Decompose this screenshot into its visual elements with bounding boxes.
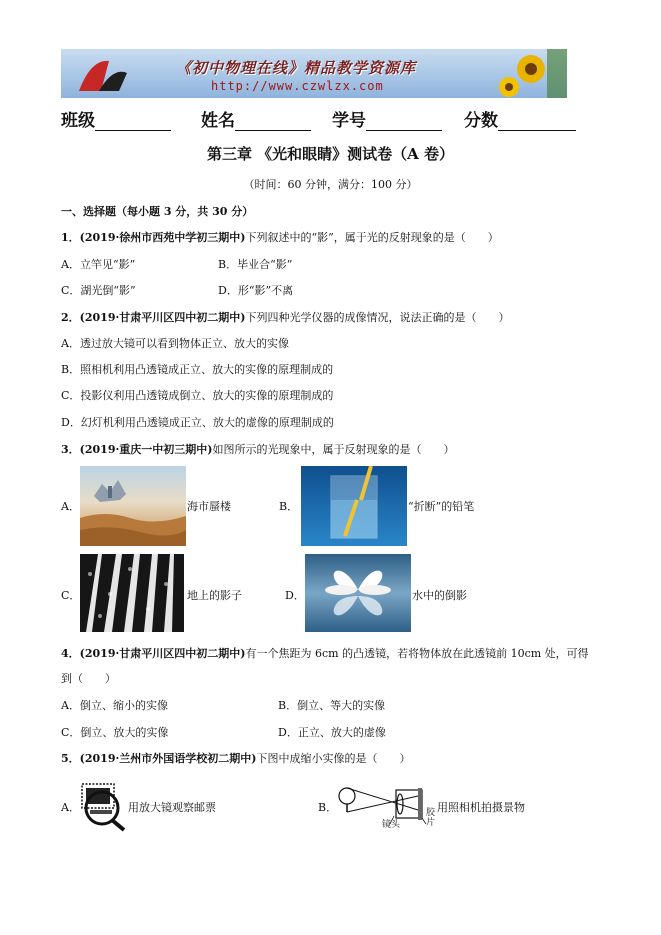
q5-option-b-caption: 用照相机拍摄景物: [437, 801, 525, 814]
q1-option-c: C．湖光倒“影”: [61, 284, 136, 297]
pencil-glass-image: [301, 466, 407, 546]
q1-option-a: A．立竿见“影”: [61, 258, 136, 271]
q3-option-d-letter: D．: [285, 589, 305, 602]
question-1-stem: 1．(2019·徐州市西苑中学初三期中)下列叙述中的“影”，属于光的反射现象的是（ ）: [61, 231, 499, 244]
question-3-stem: 3．(2019·重庆一中初三期中)如图所示的光现象中，属于反射现象的是（ ）: [61, 443, 455, 456]
q3-source: (2019·重庆一中初三期中): [79, 443, 213, 456]
shadows-image: [80, 554, 184, 632]
question-4-stem-cont: 到（ ）: [61, 672, 116, 685]
page-subtitle: （时间：60 分钟，满分：100 分）: [243, 178, 418, 191]
section-heading: 一、选择题（每小题 3 分，共 30 分）: [61, 205, 254, 218]
q1-source: (2019·徐州市西苑中学初三期中): [79, 231, 246, 244]
name-field: [201, 106, 311, 131]
question-4-stem: 4．(2019·甘肃平川区四中初二期中)有一个焦距为 6cm 的凸透镜，若将物体放在此透镜前 10cm 处，可得: [61, 647, 589, 660]
lens-label: 镜头: [382, 820, 401, 830]
q4-source: (2019·甘肃平川区四中初二期中): [79, 647, 246, 660]
id-label: 学号: [332, 111, 366, 131]
q3-option-c-letter: C．: [61, 589, 81, 602]
q3-option-d-caption: 水中的倒影: [412, 589, 467, 602]
q3-option-b-caption: “折断”的铅笔: [408, 500, 475, 513]
q5-option-a-letter: A．: [61, 801, 80, 814]
class-blank[interactable]: [95, 110, 171, 131]
name-blank[interactable]: [235, 110, 311, 131]
class-label: 班级: [61, 111, 95, 131]
q5-option-b-letter: B．: [318, 801, 338, 814]
q5-source: (2019·兰州市外国语学校初二期中): [79, 752, 257, 765]
q4-option-c: C．倒立、放大的实像: [61, 726, 169, 739]
film-label: 胶片: [426, 808, 436, 828]
q4-option-d: D．正立、放大的虚像: [278, 726, 386, 739]
page-title: 第三章 《光和眼睛》测试卷（A 卷）: [206, 145, 455, 163]
score-blank[interactable]: [498, 110, 576, 131]
question-2-stem: 2．(2019·甘肃平川区四中初二期中)下列四种光学仪器的成像情况，说法正确的是（ ）: [61, 311, 510, 324]
q3-option-a-letter: A．: [61, 500, 80, 513]
class-field: [61, 106, 171, 131]
name-label: 姓名: [201, 111, 235, 131]
banner-url: http://www.czwlzx.com: [211, 79, 384, 93]
q5-option-a-caption: 用放大镜观察邮票: [128, 801, 216, 814]
q2-source: (2019·甘肃平川区四中初二期中): [79, 311, 246, 324]
score-label: 分数: [464, 111, 498, 131]
q4-option-a: A．倒立、缩小的实像: [61, 699, 168, 712]
mirage-image: [80, 466, 186, 546]
question-5-stem: 5．(2019·兰州市外国语学校初二期中)下图中成缩小实像的是（ ）: [61, 752, 411, 765]
q2-option-d: D．幻灯机利用凸透镜成正立、放大的虚像的原理制成的: [61, 416, 334, 429]
q3-option-a-caption: 海市蜃楼: [187, 500, 231, 513]
q2-option-b: B．照相机利用凸透镜成正立、放大的实像的原理制成的: [61, 363, 334, 376]
id-blank[interactable]: [366, 110, 442, 131]
tree-icon: [339, 788, 355, 804]
q3-option-c-caption: 地上的影子: [187, 589, 242, 602]
header-banner: [61, 49, 567, 98]
q2-option-a: A．透过放大镜可以看到物体正立、放大的实像: [61, 337, 289, 350]
q3-option-b-letter: B．: [279, 500, 299, 513]
score-field: [464, 106, 576, 131]
swan-reflection-image: [305, 554, 411, 632]
banner-title: 《初中物理在线》精品教学资源库: [176, 59, 417, 77]
q4-option-b: B．倒立、等大的实像: [278, 699, 386, 712]
q2-option-c: C．投影仪利用凸透镜成倒立、放大的实像的原理制成的: [61, 389, 334, 402]
q1-option-b: B．毕业合“影”: [218, 258, 293, 271]
q1-option-d: D．形“影”不离: [218, 284, 294, 297]
magnifier-stamp-figure: [78, 780, 128, 832]
student-info-row: [61, 104, 581, 130]
id-field: [332, 106, 442, 131]
